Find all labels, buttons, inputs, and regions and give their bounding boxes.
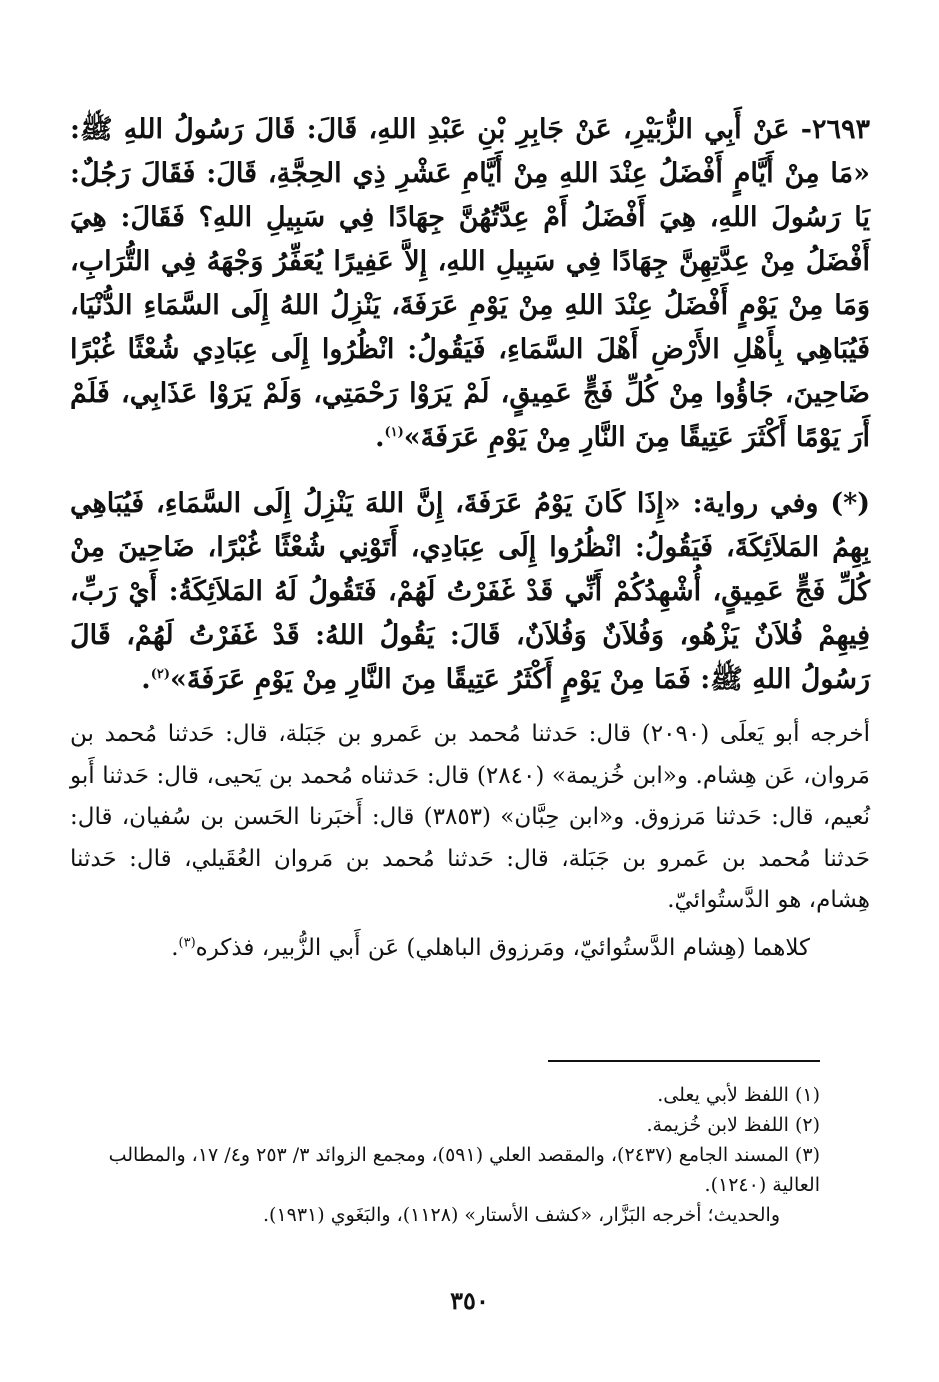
footnote-1: (١) اللفظ لأبي يعلى. [657, 1084, 820, 1106]
hadith-main-paragraph: ٢٦٩٣- عَنْ أَبِي الزُّبَيْرِ، عَنْ جَابِرِ بْنِ عَبْدِ اللهِ، قَالَ: قَالَ رَسُولُ اللهِ ﷺ: «مَا مِنْ أَيَّامٍ أَفْضَلُ عِنْدَ اللهِ مِنْ أَيَّامِ عَشْرِ ذِي الحِجَّةِ، قَالَ: فَقَالَ رَجُلٌ: يَا رَسُولَ اللهِ، هِيَ أَفْضَلُ أَمْ عِدَّتُهُنَّ جِهَادًا فِي سَبِيلِ اللهِ؟ فَقَالَ: هِيَ أَفْضَلُ مِنْ عِدَّتِهِنَّ جِهَادًا فِي سَبِيلِ اللهِ، إِلاَّ عَفِيرًا يُعَفِّرُ وَجْهَهُ فِي التُّرَابِ، وَمَا مِنْ يَوْمٍ أَفْضَلُ عِنْدَ اللهِ مِنْ يَوْمِ عَرَفَةَ، يَنْزِلُ اللهُ إِلَى السَّمَاءِ الدُّنْيَا، فَيُبَاهِي بِأَهْلِ الأَرْضِ أَهْلَ السَّمَاءِ، فَيَقُولُ: انْظُرُوا إِلَى عِبَادِي شُعْثًا غُبْرًا ضَاحِينَ، جَاؤُوا مِنْ كُلِّ فَجٍّ عَمِيقٍ، لَمْ يَرَوْا رَحْمَتِي، وَلَمْ يَرَوْا عَذَابِي، فَلَمْ أَرَ يَوْمًا أَكْثَرَ عَتِيقًا مِنَ النَّارِ مِنْ يَوْمِ عَرَفَةَ»$^{(١)}$. [70, 114, 870, 453]
footnote-ref-2: (٢) [150, 667, 170, 682]
page-number: ٣٥٠ [450, 1286, 489, 1315]
footnotes [70, 1080, 820, 1230]
footnote-ref-3: (٣) [178, 934, 196, 950]
takhrij-summary-paragraph: كلاهما (هِشام الدَّستُوائيّ، ومَرزوق الباهلي) عَن أَبي الزُّبير، فذكره$^{(٣)}$. [171, 934, 810, 961]
summary-text: كلاهما (هِشام الدَّستُوائيّ، ومَرزوق الباهلي) عَن أَبي الزُّبير، فذكره [195, 934, 810, 961]
hadith-number: ٢٦٩٣- [800, 114, 870, 145]
hadith-main-text: عَنْ أَبِي الزُّبَيْرِ، عَنْ جَابِرِ بْنِ عَبْدِ اللهِ، قَالَ: قَالَ رَسُولُ اللهِ ﷺ: «مَا مِنْ أَيَّامٍ أَفْضَلُ عِنْدَ اللهِ مِنْ أَيَّامِ عَشْرِ ذِي الحِجَّةِ، قَالَ: فَقَالَ رَجُلٌ: يَا رَسُولَ اللهِ، هِيَ أَفْضَلُ أَمْ عِدَّتُهُنَّ جِهَادًا فِي سَبِيلِ اللهِ؟ فَقَالَ: هِيَ أَفْضَلُ مِنْ عِدَّتِهِنَّ جِهَادًا فِي سَبِيلِ اللهِ، إِلاَّ عَفِيرًا يُعَفِّرُ وَجْهَهُ فِي التُّرَابِ، وَمَا مِنْ يَوْمٍ أَفْضَلُ عِنْدَ اللهِ مِنْ يَوْمِ عَرَفَةَ، يَنْزِلُ اللهُ إِلَى السَّمَاءِ الدُّنْيَا، فَيُبَاهِي بِأَهْلِ الأَرْضِ أَهْلَ السَّمَاءِ، فَيَقُولُ: انْظُرُوا إِلَى عِبَادِي شُعْثًا غُبْرًا ضَاحِينَ، جَاؤُوا مِنْ كُلِّ فَجٍّ عَمِيقٍ، لَمْ يَرَوْا رَحْمَتِي، وَلَمْ يَرَوْا عَذَابِي، فَلَمْ أَرَ يَوْمًا أَكْثَرَ عَتِيقًا مِنَ النَّارِ مِنْ يَوْمِ عَرَفَةَ» [70, 114, 870, 453]
footnote-ref-1: (١) [384, 425, 404, 440]
footnote-divider [548, 1060, 820, 1062]
hadith-alt-text: (*) وفي رواية: «إِذَا كَانَ يَوْمُ عَرَفَةَ، إِنَّ اللهَ يَنْزِلُ إِلَى السَّمَاءِ، فَيُبَاهِي بِهِمُ المَلاَئِكَةَ، فَيَقُولُ: انْظُرُوا إِلَى عِبَادِي، أَتَوْنِي شُعْثًا غُبْرًا، ضَاحِينَ مِنْ كُلِّ فَجٍّ عَمِيقٍ، أُشْهِدُكُمْ أَنِّي قَدْ غَفَرْتُ لَهُمْ، فَتَقُولُ لَهُ المَلاَئِكَةُ: أَيْ رَبِّ، فِيهِمْ فُلاَنٌ يَزْهُو، وَفُلاَنٌ وَفُلاَنٌ، قَالَ: يَقُولُ اللهُ: قَدْ غَفَرْتُ لَهُمْ، قَالَ رَسُولُ اللهِ ﷺ: فَمَا مِنْ يَوْمٍ أَكْثَرُ عَتِيقًا مِنَ النَّارِ مِنْ يَوْمِ عَرَفَةَ» [70, 488, 870, 695]
footnote-3: (٣) المسند الجامع (٢٤٣٧)، والمقصد العلي (٥٩١)، ومجمع الزوائد ٣/ ٢٥٣ و٤/ ١٧، والمطالب العالية (١٢٤٠). [108, 1144, 820, 1196]
footnote-2: (٢) اللفظ لابن خُزيمة. [646, 1114, 820, 1136]
footnote-3-continuation: والحديث؛ أخرجه البَزَّار، «كشف الأستار» (١١٢٨)، والبَغَوي (١٩٣١). [262, 1204, 780, 1226]
takhrij-text: أخرجه أبو يَعلَى (٢٠٩٠) قال: حَدثنا مُحمد بن عَمرو بن جَبَلة، قال: حَدثنا مُحمد بن مَروان، عَن هِشام. و«ابن خُزيمة» (٢٨٤٠) قال: حَدثناه مُحمد بن يَحيى، قال: حَدثنا أَبو نُعيم، قال: حَدثنا مَرزوق. و«ابن حِبَّان» (٣٨٥٣) قال: أَخبَرنا الحَسن بن سُفيان، قال: حَدثنا مُحمد بن عَمرو بن جَبَلة، قال: حَدثنا مُحمد بن مَروان العُقَيلي، قال: حَدثنا هِشام، هو الدَّستُوائيّ. [70, 721, 871, 913]
takhrij-paragraph [70, 714, 870, 922]
hadith-alternate-narration: (*) وفي رواية: «إِذَا كَانَ يَوْمُ عَرَفَةَ، إِنَّ اللهَ يَنْزِلُ إِلَى السَّمَاءِ، فَيُبَاهِي بِهِمُ المَلاَئِكَةَ، فَيَقُولُ: انْظُرُوا إِلَى عِبَادِي، أَتَوْنِي شُعْثًا غُبْرًا، ضَاحِينَ مِنْ كُلِّ فَجٍّ عَمِيقٍ، أُشْهِدُكُمْ أَنِّي قَدْ غَفَرْتُ لَهُمْ، فَتَقُولُ لَهُ المَلاَئِكَةُ: أَيْ رَبِّ، فِيهِمْ فُلاَنٌ يَزْهُو، وَفُلاَنٌ وَفُلاَنٌ، قَالَ: يَقُولُ اللهُ: قَدْ غَفَرْتُ لَهُمْ، قَالَ رَسُولُ اللهِ ﷺ: فَمَا مِنْ يَوْمٍ أَكْثَرُ عَتِيقًا مِنَ النَّارِ مِنْ يَوْمِ عَرَفَةَ»$^{(٢)}$. [70, 488, 870, 695]
main-content [70, 108, 870, 969]
